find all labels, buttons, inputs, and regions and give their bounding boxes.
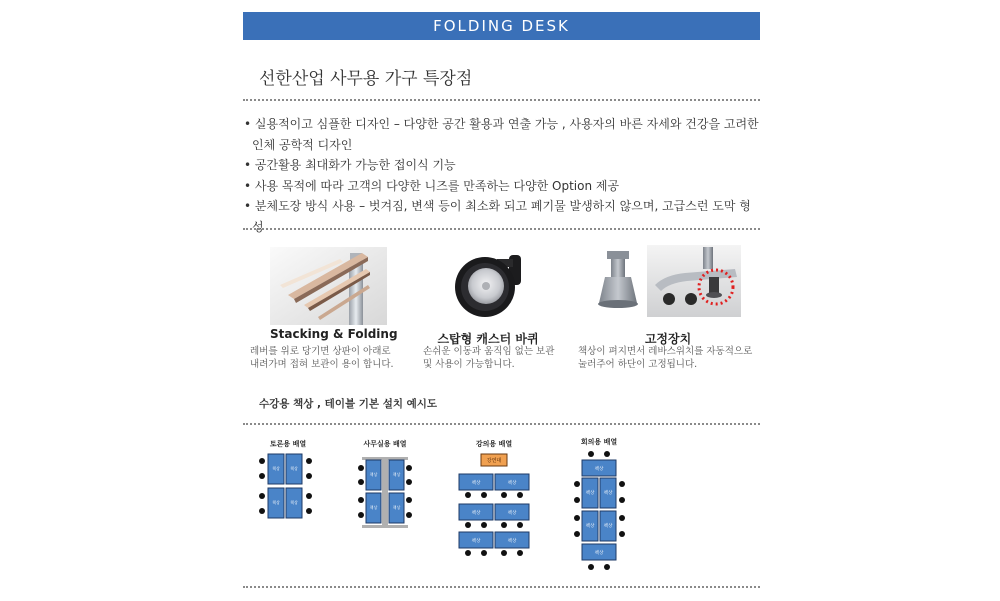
product-desc: 책상이 펴지면서 레바스위치를 자동적으로 눌러주어 하단이 고정됩니다. [578, 346, 753, 370]
product-name: Stacking & Folding [270, 327, 398, 341]
divider [243, 586, 760, 588]
banner [243, 12, 760, 40]
svg-text:책상: 책상 [507, 481, 517, 486]
page-title: 선한산업 사무용 가구 특장점 [259, 69, 473, 89]
svg-text:책상: 책상 [471, 539, 481, 544]
svg-text:책상: 책상 [272, 466, 280, 471]
divider [243, 99, 760, 101]
feature-item: • 공간활용 최대화가 가능한 접이식 기능 [244, 155, 759, 176]
product-desc: 레버를 위로 당기면 상판이 아래로 내려가며 접혀 보관이 용이 합니다. [250, 346, 394, 370]
feature-list [244, 114, 759, 237]
svg-text:책상: 책상 [507, 539, 517, 544]
svg-text:책상: 책상 [594, 467, 604, 472]
svg-text:책상: 책상 [585, 524, 595, 529]
layout-label: 사무실용 배열 [363, 440, 407, 448]
svg-text:책상: 책상 [471, 481, 481, 486]
layout-label: 회의용 배열 [580, 438, 618, 446]
svg-text:책상: 책상 [369, 472, 378, 477]
layouts-section-title: 수강용 책상 , 테이블 기본 설치 예시도 [259, 398, 438, 410]
svg-text:책상: 책상 [272, 500, 280, 505]
feature-item: • 분체도장 방식 사용 – 벗겨짐, 변색 등이 최소화 되고 폐기물 발생하지 않으며, 고급스런 도막 형성 [244, 196, 759, 237]
layout-label: 토론용 배열 [269, 440, 307, 448]
product-name: 스탑형 캐스터 바퀴 [437, 332, 539, 346]
caster-wheel-photo [449, 245, 527, 323]
podium-label: 강연대 [486, 458, 502, 464]
svg-text:책상: 책상 [392, 472, 401, 477]
feature-item: • 실용적이고 심플한 디자인 – 다양한 공간 활용과 연출 가능 , 사용자의 바른 자세와 건강을 고려한 인체 공학적 디자인 [244, 114, 759, 155]
fixing-device-photo [595, 245, 741, 317]
folding-mechanism-photo [270, 247, 387, 325]
svg-text:책상: 책상 [603, 491, 613, 496]
svg-text:책상: 책상 [471, 511, 481, 516]
discussion-layout-diagram [255, 450, 317, 526]
svg-text:책상: 책상 [594, 551, 604, 556]
feature-item: • 사용 목적에 따라 고객의 다양한 니즈를 만족하는 다양한 Option 제공 [244, 176, 759, 197]
svg-text:책상: 책상 [507, 511, 517, 516]
svg-text:책상: 책상 [603, 524, 613, 529]
svg-text:책상: 책상 [290, 466, 298, 471]
office-layout-diagram [356, 450, 414, 536]
layout-label: 강의용 배열 [475, 440, 513, 448]
product-desc: 손쉬운 이동과 움직임 없는 보관 및 사용이 가능합니다. [423, 346, 555, 370]
svg-text:책상: 책상 [369, 505, 378, 510]
banner-title: FOLDING DESK [433, 17, 570, 35]
divider [243, 228, 760, 230]
product-name: 고정장치 [644, 332, 692, 346]
meeting-layout-diagram [570, 448, 630, 574]
lecture-layout-diagram [455, 450, 533, 556]
svg-text:책상: 책상 [392, 505, 401, 510]
svg-text:책상: 책상 [585, 491, 595, 496]
divider [243, 423, 760, 425]
svg-text:책상: 책상 [290, 500, 298, 505]
